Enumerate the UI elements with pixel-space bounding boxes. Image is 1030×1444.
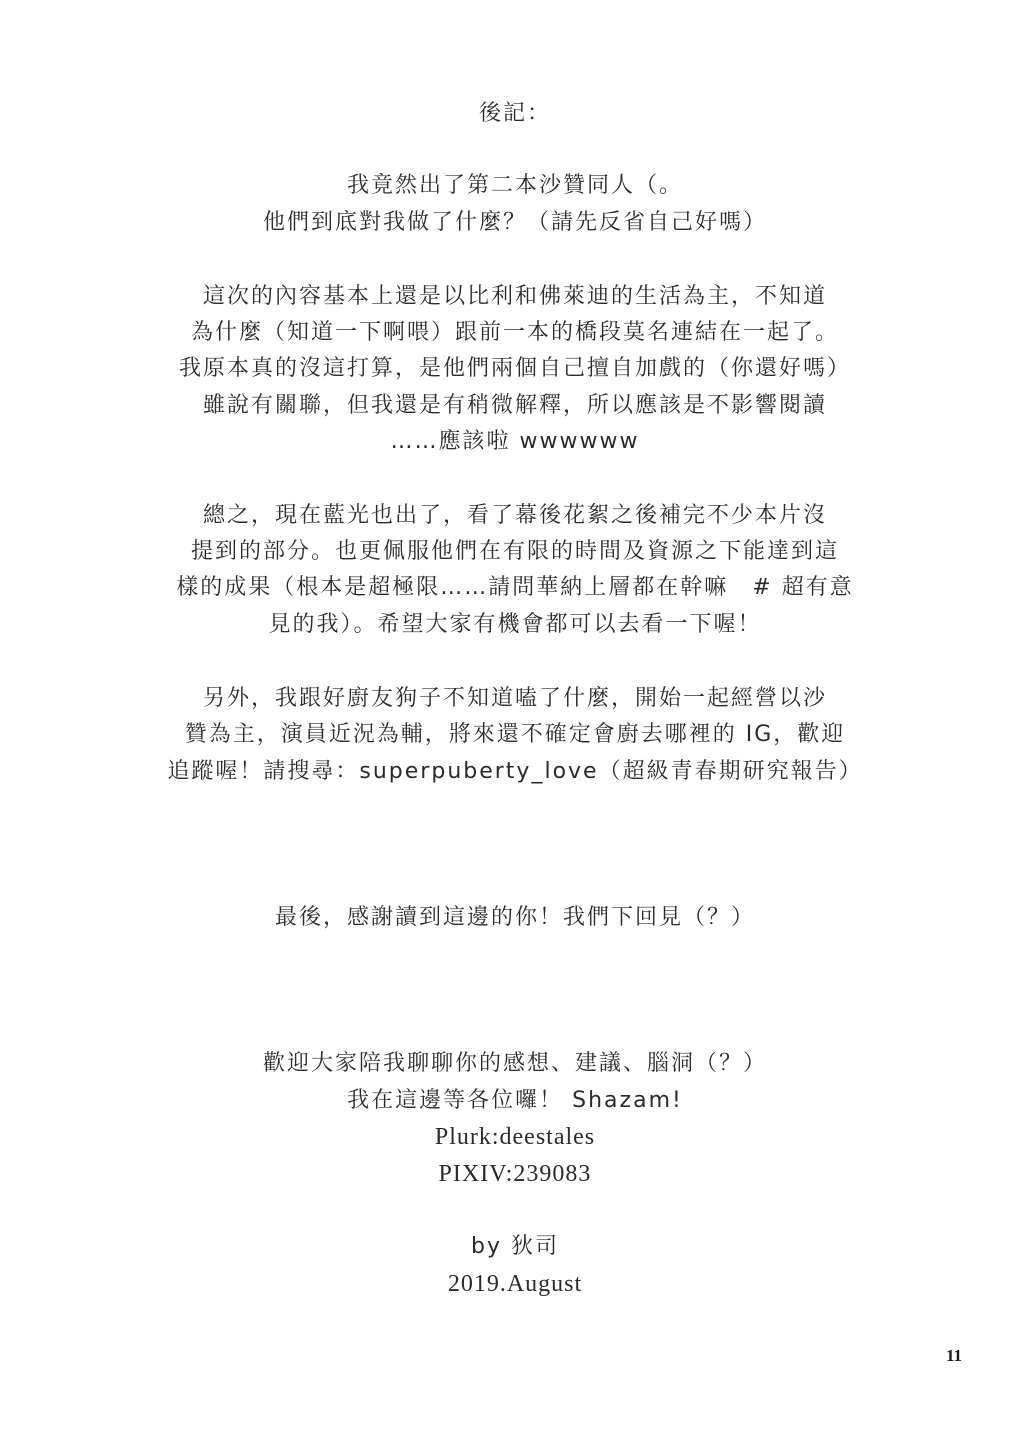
contact-pixiv: PIXIV:239083 [438,1161,592,1187]
paragraph-line: 贊為主，演員近況為輔，將來還不確定會廚去哪裡的 IG，歡迎 [184,722,846,747]
paragraph-line: 雖說有關聯，但我還是有稍微解釋，所以應該是不影響閱讀 [202,393,827,418]
contact-invite: 歡迎大家陪我聊聊你的感想、建議、腦洞（？） [262,1051,767,1076]
paragraph-line: 見的我）。希望大家有機會都可以去看一下喔！ [268,612,762,637]
signature-date: 2019.August [447,1271,583,1297]
contact-plurk: Plurk:deestales [434,1124,596,1150]
page-number: 11 [945,1346,962,1365]
intro-line: 我竟然出了第二本沙贊同人（。 [346,173,683,198]
paragraph-line: 樣的成果（根本是超極限……請問華納上層都在幹嘛 # 超有意 [176,575,854,600]
afterword-heading: 後記： [478,101,551,126]
paragraph-line: 提到的部分。也更佩服他們在有限的時間及資源之下能達到這 [190,539,839,564]
closing-line: 最後，感謝讀到這邊的你！我們下回見（？） [274,905,755,930]
contact-waiting: 我在這邊等各位囉！ Shazam! [347,1088,683,1113]
paragraph-line: 總之，現在藍光也出了，看了幕後花絮之後補完不少本片沒 [202,503,827,528]
signature-author: by 狄司 [471,1234,559,1259]
paragraph-line: 這次的內容基本上還是以比利和佛萊迪的生活為主，不知道 [202,284,827,309]
paragraph-line: 另外，我跟好廚友狗子不知道嗑了什麼，開始一起經營以沙 [202,686,827,711]
paragraph-line: ……應該啦 wwwwww [390,429,640,454]
paragraph-line: 為什麼（知道一下啊喂）跟前一本的橋段莫名連結在一起了。 [190,320,839,345]
intro-line: 他們到底對我做了什麼？（請先反省自己好嗎） [262,210,767,235]
paragraph-line: 追蹤喔！請搜尋：superpuberty_love（超級青春期研究報告） [167,759,863,784]
paragraph-line: 我原本真的沒這打算，是他們兩個自己擅自加戲的（你還好嗎） [178,356,851,381]
